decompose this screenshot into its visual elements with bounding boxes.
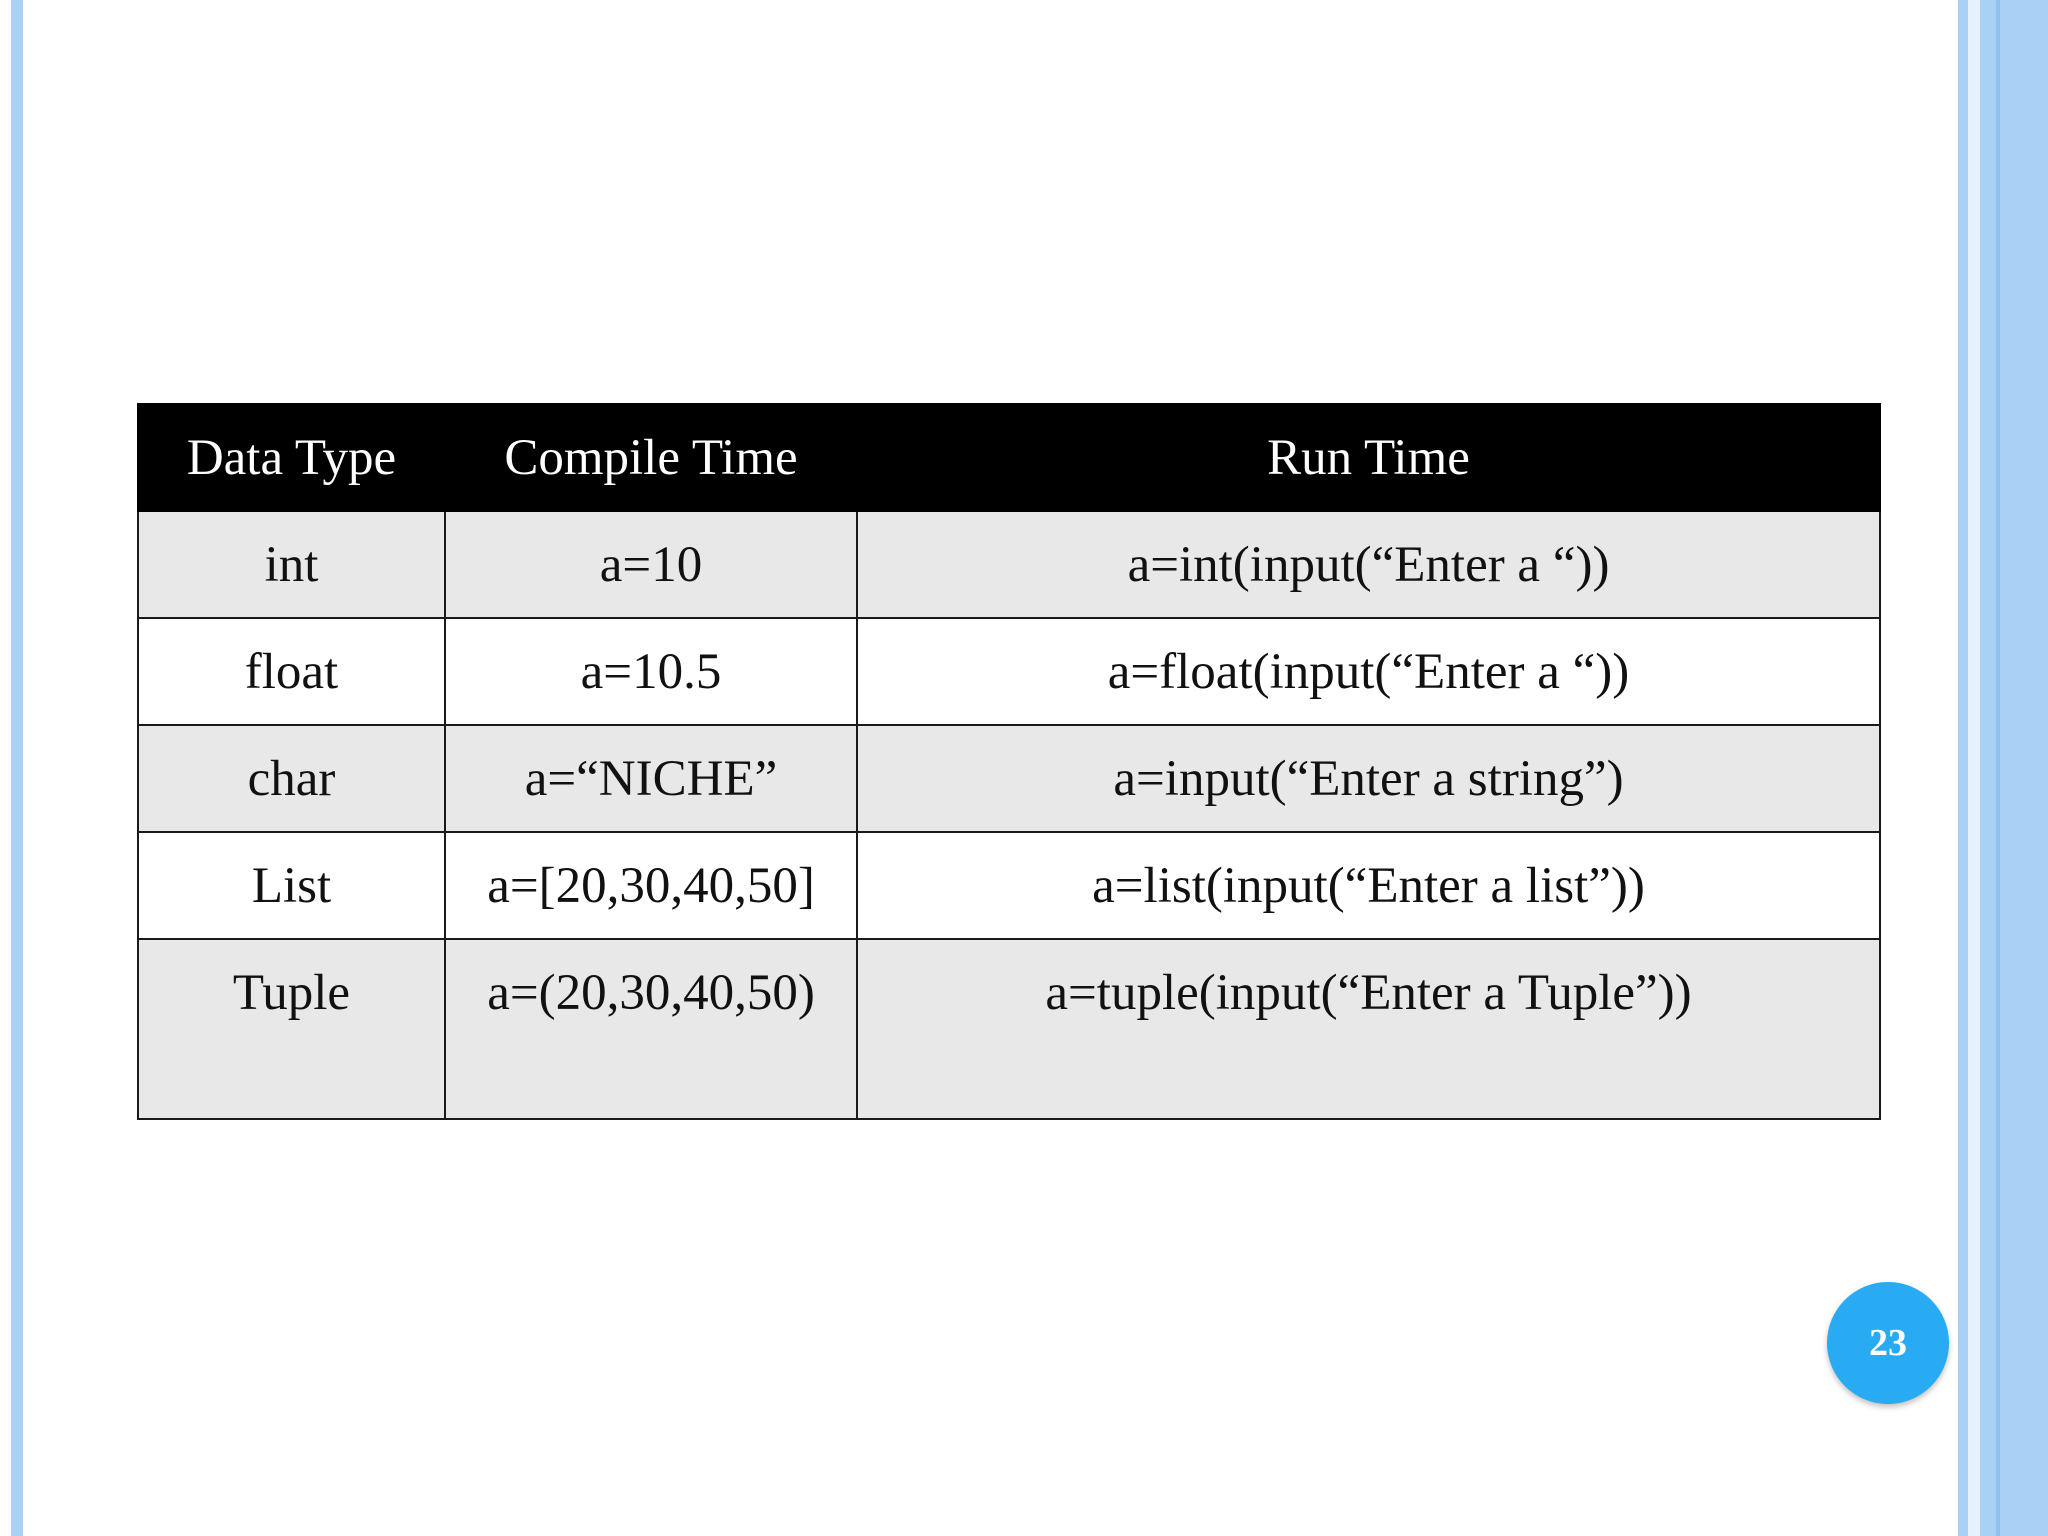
data-type-cell: List (138, 832, 445, 939)
compile-time-cell: a=(20,30,40,50) (445, 939, 857, 1119)
data-type-cell: Tuple (138, 939, 445, 1119)
right-decorative-stripe (1980, 0, 1996, 1536)
header-run-time: Run Time (857, 404, 1880, 511)
table-row (138, 939, 1880, 1119)
data-type-cell: int (138, 511, 445, 618)
run-time-cell: a=int(input(“Enter a “)) (857, 511, 1880, 618)
data-type-cell: char (138, 725, 445, 832)
data-type-table (137, 403, 1881, 1120)
table-row (138, 725, 1880, 832)
run-time-cell: a=list(input(“Enter a list”)) (857, 832, 1880, 939)
table-row (138, 511, 1880, 618)
compile-time-cell: a=10.5 (445, 618, 857, 725)
right-decorative-stripe (2000, 0, 2048, 1536)
compile-time-cell: a=[20,30,40,50] (445, 832, 857, 939)
data-type-cell: float (138, 618, 445, 725)
run-time-cell: a=input(“Enter a string”) (857, 725, 1880, 832)
table-header-row (138, 404, 1880, 511)
header-compile-time: Compile Time (445, 404, 857, 511)
compile-time-cell: a=“NICHE” (445, 725, 857, 832)
right-decorative-stripe (1958, 0, 1968, 1536)
right-decorative-stripe (1968, 0, 1980, 1536)
left-decorative-bar (11, 0, 23, 1536)
table-row (138, 832, 1880, 939)
run-time-cell: a=float(input(“Enter a “)) (857, 618, 1880, 725)
run-time-cell: a=tuple(input(“Enter a Tuple”)) (857, 939, 1880, 1119)
compile-time-cell: a=10 (445, 511, 857, 618)
table-row (138, 618, 1880, 725)
header-data-type: Data Type (138, 404, 445, 511)
page-number-badge: 23 (1827, 1282, 1949, 1404)
